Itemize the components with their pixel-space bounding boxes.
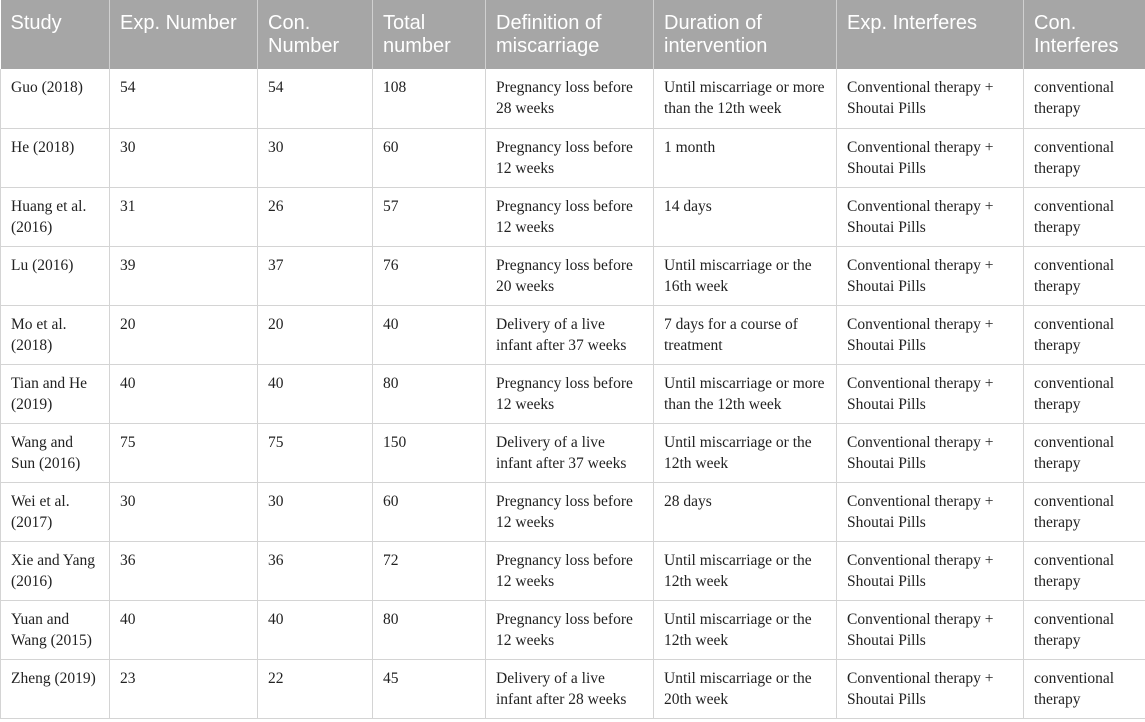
con-number-cell: 26 (258, 187, 373, 246)
definition-cell: Pregnancy loss before 28 weeks (486, 69, 654, 128)
exp-number-cell: 54 (110, 69, 258, 128)
duration-cell: Until miscarriage or more than the 12th week (654, 69, 837, 128)
con-number-cell: 30 (258, 482, 373, 541)
table-row (1, 187, 1145, 246)
table-row (1, 600, 1145, 659)
duration-header: Duration of intervention (654, 0, 837, 69)
study-cell: Wang and Sun (2016) (1, 423, 110, 482)
definition-cell: Delivery of a live infant after 37 weeks (486, 305, 654, 364)
table-row (1, 128, 1145, 187)
con-interferes-cell: conventional therapy (1024, 423, 1145, 482)
study-cell: Yuan and Wang (2015) (1, 600, 110, 659)
definition-cell: Delivery of a live infant after 37 weeks (486, 423, 654, 482)
exp-interferes-cell: Conventional therapy + Shoutai Pills (837, 69, 1024, 128)
con-interferes-cell: conventional therapy (1024, 128, 1145, 187)
duration-cell: Until miscarriage or the 12th week (654, 541, 837, 600)
table-row (1, 364, 1145, 423)
exp-number-cell: 20 (110, 305, 258, 364)
con-number-cell: 75 (258, 423, 373, 482)
con-number-cell: 54 (258, 69, 373, 128)
exp-interferes-header: Exp. Interferes (837, 0, 1024, 69)
exp-number-cell: 40 (110, 600, 258, 659)
total-number-cell: 72 (373, 541, 486, 600)
definition-cell: Pregnancy loss before 12 weeks (486, 482, 654, 541)
con-interferes-header: Con. Interferes (1024, 0, 1145, 69)
exp-interferes-cell: Conventional therapy + Shoutai Pills (837, 423, 1024, 482)
total-number-cell: 57 (373, 187, 486, 246)
total-number-cell: 45 (373, 659, 486, 718)
duration-cell: Until miscarriage or more than the 12th week (654, 364, 837, 423)
con-interferes-cell: conventional therapy (1024, 600, 1145, 659)
duration-cell: Until miscarriage or the 12th week (654, 600, 837, 659)
exp-interferes-cell: Conventional therapy + Shoutai Pills (837, 364, 1024, 423)
con-interferes-cell: conventional therapy (1024, 246, 1145, 305)
exp-interferes-cell: Conventional therapy + Shoutai Pills (837, 305, 1024, 364)
study-cell: Xie and Yang (2016) (1, 541, 110, 600)
con-number-cell: 40 (258, 364, 373, 423)
total-number-cell: 76 (373, 246, 486, 305)
con-number-cell: 30 (258, 128, 373, 187)
exp-interferes-cell: Conventional therapy + Shoutai Pills (837, 187, 1024, 246)
table-body (1, 69, 1145, 718)
con-number-cell: 22 (258, 659, 373, 718)
duration-cell: 28 days (654, 482, 837, 541)
header-row (1, 0, 1145, 69)
exp-number-cell: 23 (110, 659, 258, 718)
total-number-cell: 60 (373, 128, 486, 187)
total-number-cell: 108 (373, 69, 486, 128)
total-number-cell: 60 (373, 482, 486, 541)
table-row (1, 246, 1145, 305)
total-number-header: Total number (373, 0, 486, 69)
exp-number-cell: 39 (110, 246, 258, 305)
table-row (1, 659, 1145, 718)
exp-interferes-cell: Conventional therapy + Shoutai Pills (837, 600, 1024, 659)
study-cell: Lu (2016) (1, 246, 110, 305)
total-number-cell: 80 (373, 364, 486, 423)
duration-cell: 1 month (654, 128, 837, 187)
con-interferes-cell: conventional therapy (1024, 69, 1145, 128)
definition-cell: Pregnancy loss before 12 weeks (486, 128, 654, 187)
exp-number-cell: 40 (110, 364, 258, 423)
exp-number-cell: 30 (110, 482, 258, 541)
exp-interferes-cell: Conventional therapy + Shoutai Pills (837, 482, 1024, 541)
study-header: Study (1, 0, 110, 69)
con-number-cell: 37 (258, 246, 373, 305)
table-row (1, 482, 1145, 541)
definition-cell: Pregnancy loss before 12 weeks (486, 541, 654, 600)
exp-interferes-cell: Conventional therapy + Shoutai Pills (837, 246, 1024, 305)
con-number-cell: 36 (258, 541, 373, 600)
exp-number-cell: 31 (110, 187, 258, 246)
duration-cell: Until miscarriage or the 12th week (654, 423, 837, 482)
duration-cell: 7 days for a course of treatment (654, 305, 837, 364)
total-number-cell: 40 (373, 305, 486, 364)
exp-interferes-cell: Conventional therapy + Shoutai Pills (837, 541, 1024, 600)
exp-number-cell: 30 (110, 128, 258, 187)
table-row (1, 305, 1145, 364)
con-number-header: Con. Number (258, 0, 373, 69)
study-cell: Huang et al. (2016) (1, 187, 110, 246)
study-cell: Mo et al. (2018) (1, 305, 110, 364)
definition-cell: Pregnancy loss before 12 weeks (486, 600, 654, 659)
definition-header: Definition of miscarriage (486, 0, 654, 69)
con-number-cell: 20 (258, 305, 373, 364)
definition-cell: Pregnancy loss before 20 weeks (486, 246, 654, 305)
duration-cell: 14 days (654, 187, 837, 246)
study-cell: Guo (2018) (1, 69, 110, 128)
study-cell: He (2018) (1, 128, 110, 187)
con-interferes-cell: conventional therapy (1024, 659, 1145, 718)
con-interferes-cell: conventional therapy (1024, 364, 1145, 423)
duration-cell: Until miscarriage or the 16th week (654, 246, 837, 305)
exp-interferes-cell: Conventional therapy + Shoutai Pills (837, 659, 1024, 718)
definition-cell: Delivery of a live infant after 28 weeks (486, 659, 654, 718)
con-interferes-cell: conventional therapy (1024, 187, 1145, 246)
exp-number-header: Exp. Number (110, 0, 258, 69)
exp-interferes-cell: Conventional therapy + Shoutai Pills (837, 128, 1024, 187)
table-row (1, 541, 1145, 600)
definition-cell: Pregnancy loss before 12 weeks (486, 364, 654, 423)
con-interferes-cell: conventional therapy (1024, 482, 1145, 541)
table-row (1, 423, 1145, 482)
total-number-cell: 80 (373, 600, 486, 659)
con-interferes-cell: conventional therapy (1024, 541, 1145, 600)
definition-cell: Pregnancy loss before 12 weeks (486, 187, 654, 246)
table-row (1, 69, 1145, 128)
study-cell: Wei et al. (2017) (1, 482, 110, 541)
study-cell: Zheng (2019) (1, 659, 110, 718)
total-number-cell: 150 (373, 423, 486, 482)
exp-number-cell: 36 (110, 541, 258, 600)
exp-number-cell: 75 (110, 423, 258, 482)
study-cell: Tian and He (2019) (1, 364, 110, 423)
duration-cell: Until miscarriage or the 20th week (654, 659, 837, 718)
con-interferes-cell: conventional therapy (1024, 305, 1145, 364)
con-number-cell: 40 (258, 600, 373, 659)
